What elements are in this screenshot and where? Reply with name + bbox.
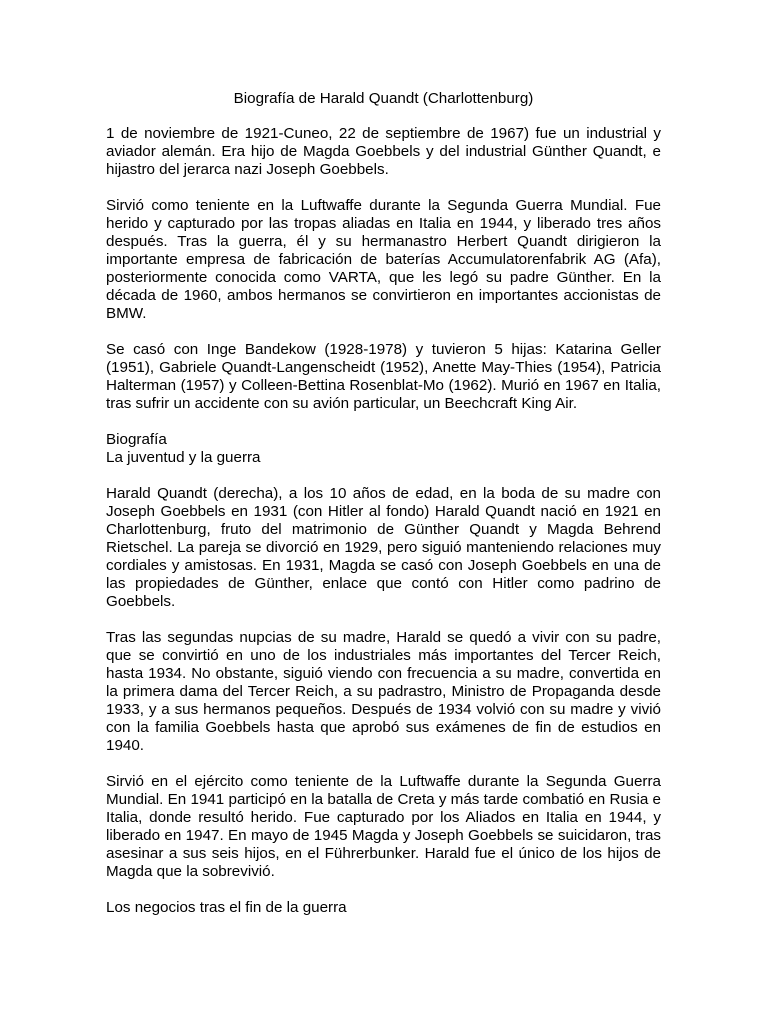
document-title: Biografía de Harald Quandt (Charlottenburg) (233, 90, 534, 107)
subsection-heading: La juventud y la guerra (106, 449, 261, 466)
body-paragraph-1: Harald Quandt (derecha), a los 10 años de edad, en la boda de su madre con Joseph Goebbels en 1931 (con Hitler al fondo) Harald Quandt nació en 1921 en Charlottenburg, fruto del matrimonio de Günther Quandt y Magda Behrend Rietschel. La pareja se divorció en 1929, pero siguió manteniendo relaciones muy cordiales y amistosas. En 1931, Magda se casó con Joseph Goebbels en una de las propiedades de Günther, enlace que contó con Hitler como padrino de Goebbels. (106, 485, 661, 610)
intro-paragraph-1: 1 de noviembre de 1921-Cuneo, 22 de septiembre de 1967) fue un industrial y aviador alemán. Era hijo de Magda Goebbels y del industrial Günther Quandt, e hijastro del jerarca nazi Joseph Goebbels. (106, 125, 661, 178)
document-page (106, 90, 661, 917)
body-paragraph-3: Sirvió en el ejército como teniente de la Luftwaffe durante la Segunda Guerra Mundial. En 1941 participó en la batalla de Creta y más tarde combatió en Rusia e Italia, donde resultó herido. Fue capturado por los Aliados en Italia en 1944, y liberado en 1947. En mayo de 1945 Magda y Joseph Goebbels se suicidaron, tras asesinar a sus seis hijos, en el Führerbunker. Harald fue el único de los hijos de Magda que la sobrevivió. (106, 773, 661, 880)
heading-block (106, 431, 661, 467)
intro-paragraph-3: Se casó con Inge Bandekow (1928-1978) y tuvieron 5 hijas: Katarina Geller (1951), Gabriele Quandt-Langenscheidt (1952), Anette May-Thies (1954), Patricia Halterman (1957) y Colleen-Bettina Rosenblat-Mo (1962). Murió en 1967 en Italia, tras sufrir un accidente con su avión particular, un Beechcraft King Air. (106, 341, 661, 412)
body-paragraph-2: Tras las segundas nupcias de su madre, Harald se quedó a vivir con su padre, que se convirtió en uno de los industriales más importantes del Tercer Reich, hasta 1934. No obstante, siguió viendo con frecuencia a su madre, convertida en la primera dama del Tercer Reich, a su padrastro, Ministro de Propaganda desde 1933, y a sus hermanos pequeños. Después de 1934 volvió con su madre y vivió con la familia Goebbels hasta que aprobó sus exámenes de fin de estudios en 1940. (106, 629, 661, 754)
intro-paragraph-2: Sirvió como teniente en la Luftwaffe durante la Segunda Guerra Mundial. Fue herido y capturado por las tropas aliadas en Italia en 1944, y liberado tres años después. Tras la guerra, él y su hermanastro Herbert Quandt dirigieron la importante empresa de fabricación de baterías Accumulatorenfabrik AG (Afa), posteriormente conocida como VARTA, que les legó su padre Günther. En la década de 1960, ambos hermanos se convirtieron en importantes accionistas de BMW. (106, 197, 661, 322)
final-heading: Los negocios tras el fin de la guerra (106, 899, 347, 916)
section-heading: Biografía (106, 431, 167, 448)
